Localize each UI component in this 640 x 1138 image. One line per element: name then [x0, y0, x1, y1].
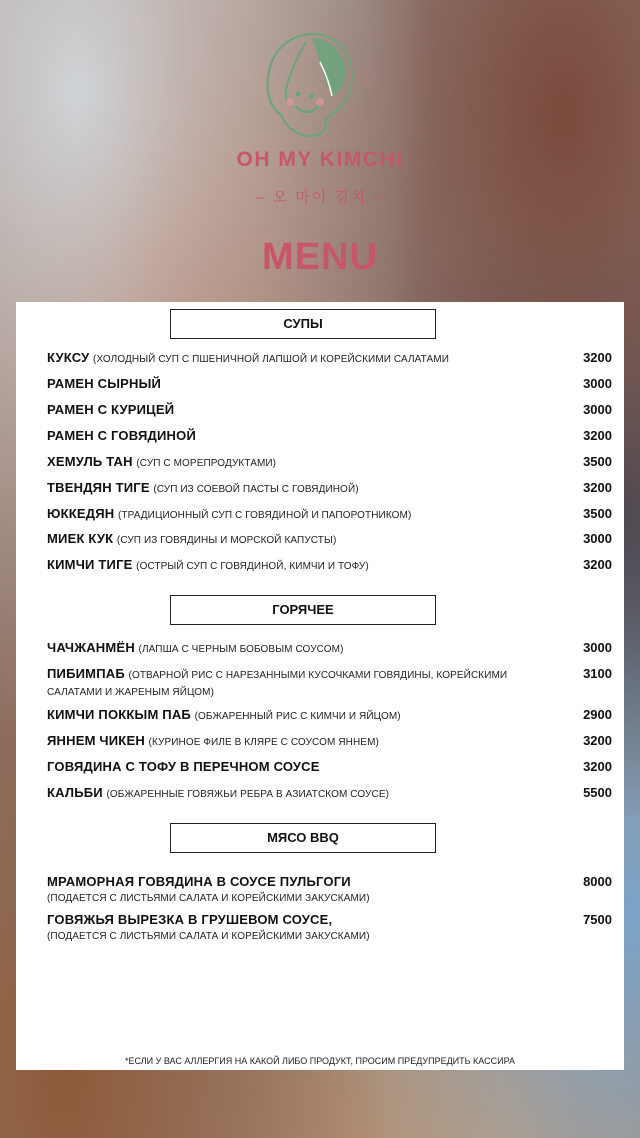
item-price: 3200 [583, 759, 612, 774]
item-price: 3500 [583, 506, 612, 521]
item-price: 3000 [583, 402, 612, 417]
item-name: КАЛЬБИ [47, 785, 103, 800]
item-description: (ПОДАЕТСЯ С ЛИСТЬЯМИ САЛАТА И КОРЕЙСКИМИ ЗАКУСКАМИ) [47, 893, 370, 904]
item-name: ГОВЯЖЬЯ ВЫРЕЗКА В ГРУШЕВОМ СОУСЕ, [47, 912, 333, 927]
menu-sheet [16, 302, 624, 1070]
menu-item [47, 874, 612, 906]
item-name: РАМЕН СЫРНЫЙ [47, 376, 162, 391]
item-price: 7500 [583, 912, 612, 927]
item-description: (ОСТРЫЙ СУП С ГОВЯДИНОЙ, КИМЧИ И ТОФУ) [136, 561, 369, 572]
item-price: 3000 [583, 531, 612, 546]
item-name: РАМЕН С ГОВЯДИНОЙ [47, 428, 196, 443]
section-header-bbq: МЯСО BBQ [170, 823, 436, 853]
menu-item [47, 759, 612, 776]
item-description: (ЛАПША С ЧЕРНЫМ БОБОВЫМ СОУСОМ) [138, 644, 344, 655]
item-description: (СУП ИЗ ГОВЯДИНЫ И МОРСКОЙ КАПУСТЫ) [116, 535, 337, 546]
item-price: 3100 [583, 666, 612, 681]
allergy-footnote: *ЕСЛИ У ВАС АЛЛЕРГИЯ НА КАКОЙ ЛИБО ПРОДУКТ, ПРОСИМ ПРЕДУПРЕДИТЬ КАССИРА [125, 1056, 515, 1066]
item-price: 3500 [583, 454, 612, 469]
item-price: 5500 [583, 785, 612, 800]
section-header-hot: ГОРЯЧЕЕ [170, 595, 436, 625]
item-price: 3200 [583, 350, 612, 365]
item-name: МРАМОРНАЯ ГОВЯДИНА В СОУСЕ ПУЛЬГОГИ [47, 874, 351, 889]
item-name: ТВЕНДЯН ТИГЕ [47, 480, 150, 495]
menu-title: MENU [262, 236, 378, 278]
item-name: ПИБИМПАБ [47, 666, 125, 681]
menu-item [47, 785, 612, 802]
item-name: ЮККЕДЯН [47, 506, 115, 521]
kimchi-logo-icon [260, 28, 360, 140]
item-name: МИЕК КУК [47, 531, 114, 546]
item-name: ЧАЧЖАНМЁН [47, 640, 135, 655]
menu-item [47, 506, 612, 523]
item-name: ХЕМУЛЬ ТАН [47, 454, 133, 469]
item-name: КУКСУ [47, 350, 90, 365]
menu-item [47, 428, 612, 445]
item-price: 3200 [583, 733, 612, 748]
item-description: (СУП С МОРЕПРОДУКТАМИ) [136, 458, 277, 469]
item-price: 3000 [583, 640, 612, 655]
brand-subtitle: – 오 마이 김치 – [256, 189, 384, 206]
menu-item [47, 350, 612, 367]
item-description: (ОТВАРНОЙ РИС С НАРЕЗАННЫМИ КУСОЧКАМИ ГОВЯДИНЫ, КОРЕЙСКИМИ САЛАТАМИ И ЖАРЕНЫМ ЯЙЦОМ) [47, 670, 508, 698]
item-price: 3000 [583, 376, 612, 391]
item-name: ГОВЯДИНА С ТОФУ В ПЕРЕЧНОМ СОУСЕ [47, 759, 320, 774]
brand-name: OH MY KIMCHI [236, 148, 404, 171]
menu-item [47, 733, 612, 750]
item-price: 3200 [583, 480, 612, 495]
item-description: (ПОДАЕТСЯ С ЛИСТЬЯМИ САЛАТА И КОРЕЙСКИМИ ЗАКУСКАМИ) [47, 931, 370, 942]
item-price: 3200 [583, 428, 612, 443]
header [0, 0, 640, 300]
item-name: ЯННЕМ ЧИКЕН [47, 733, 145, 748]
menu-item [47, 402, 612, 419]
item-price: 2900 [583, 707, 612, 722]
item-name: КИМЧИ ПОККЫМ ПАБ [47, 707, 191, 722]
menu-item [47, 454, 612, 471]
menu-item [47, 376, 612, 393]
item-description: (ОБЖАРЕННЫЙ РИС С КИМЧИ И ЯЙЦОМ) [194, 711, 401, 722]
menu-item [47, 557, 612, 574]
menu-item [47, 640, 612, 657]
section-header-soups: СУПЫ [170, 309, 436, 339]
item-description: (ХОЛОДНЫЙ СУП С ПШЕНИЧНОЙ ЛАПШОЙ И КОРЕЙСКИМИ САЛАТАМИ [93, 354, 450, 365]
item-name: РАМЕН С КУРИЦЕЙ [47, 402, 175, 417]
menu-item [47, 531, 612, 548]
item-price: 8000 [583, 874, 612, 889]
item-price: 3200 [583, 557, 612, 572]
item-name: КИМЧИ ТИГЕ [47, 557, 133, 572]
item-description: (КУРИНОЕ ФИЛЕ В КЛЯРЕ С СОУСОМ ЯННЕМ) [148, 737, 379, 748]
item-description: (ТРАДИЦИОННЫЙ СУП С ГОВЯДИНОЙ И ПАПОРОТНИКОМ) [117, 510, 412, 521]
menu-item [47, 912, 612, 944]
menu-item [47, 666, 612, 700]
menu-item [47, 707, 612, 724]
menu-item [47, 480, 612, 497]
item-description: (СУП ИЗ СОЕВОЙ ПАСТЫ С ГОВЯДИНОЙ) [153, 484, 359, 495]
item-description: (ОБЖАРЕННЫЕ ГОВЯЖЬИ РЕБРА В АЗИАТСКОМ СОУСЕ) [106, 789, 390, 800]
